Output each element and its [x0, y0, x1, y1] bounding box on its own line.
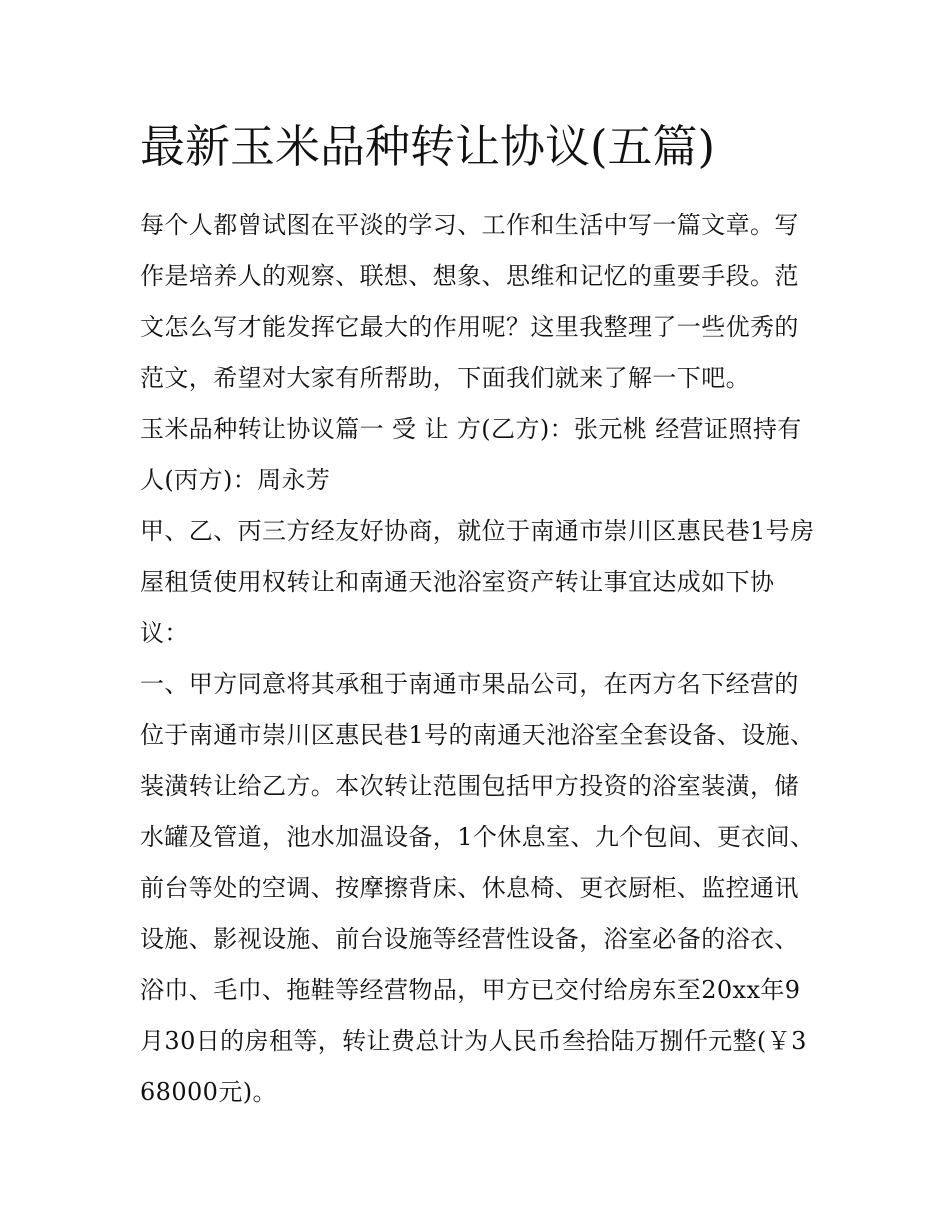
intro-paragraph: 每个人都曾试图在平淡的学习、工作和生活中写一篇文章。写作是培养人的观察、联想、想象、思维和记忆的重要手段。范文怎么写才能发挥它最大的作用呢？这里我整理了一些优秀的范文，希望对大家有所帮助，下面我们就来了解一下吧。 — [140, 211, 799, 392]
agreement-preamble-paragraph: 甲、乙、丙三方经友好协商，就位于南通市崇川区惠民巷1号房屋租赁使用权转让和南通天池浴室资产转让事宜达成如下协议： — [140, 517, 815, 647]
parties-paragraph: 玉米品种转让协议篇一 受 让 方(乙方)：张元桃 经营证照持有人(丙方)：周永芳 — [140, 415, 802, 494]
document-title: 最新玉米品种转让协议(五篇) — [140, 120, 716, 173]
clause-one-paragraph: 一、甲方同意将其承租于南通市果品公司，在丙方名下经营的位于南通市崇川区惠民巷1号的南通天池浴室全套设备、设施、装潢转让给乙方。本次转让范围包括甲方投资的浴室装潢，储水罐及管道，池水加温设备，1个休息室、九个包间、更衣间、前台等处的空调、按摩擦背床、休息椅、更衣厨柜、监控通讯设施、影视设施、前台设施等经营性设备，浴室必备的浴衣、浴巾、毛巾、拖鞋等经营物品，甲方已交付给房东至20xx年9月30日的房租等，转让费总计为人民币叁拾陆万捌仟元整(￥368000元)。 — [140, 670, 815, 1106]
document-body — [140, 200, 820, 1118]
